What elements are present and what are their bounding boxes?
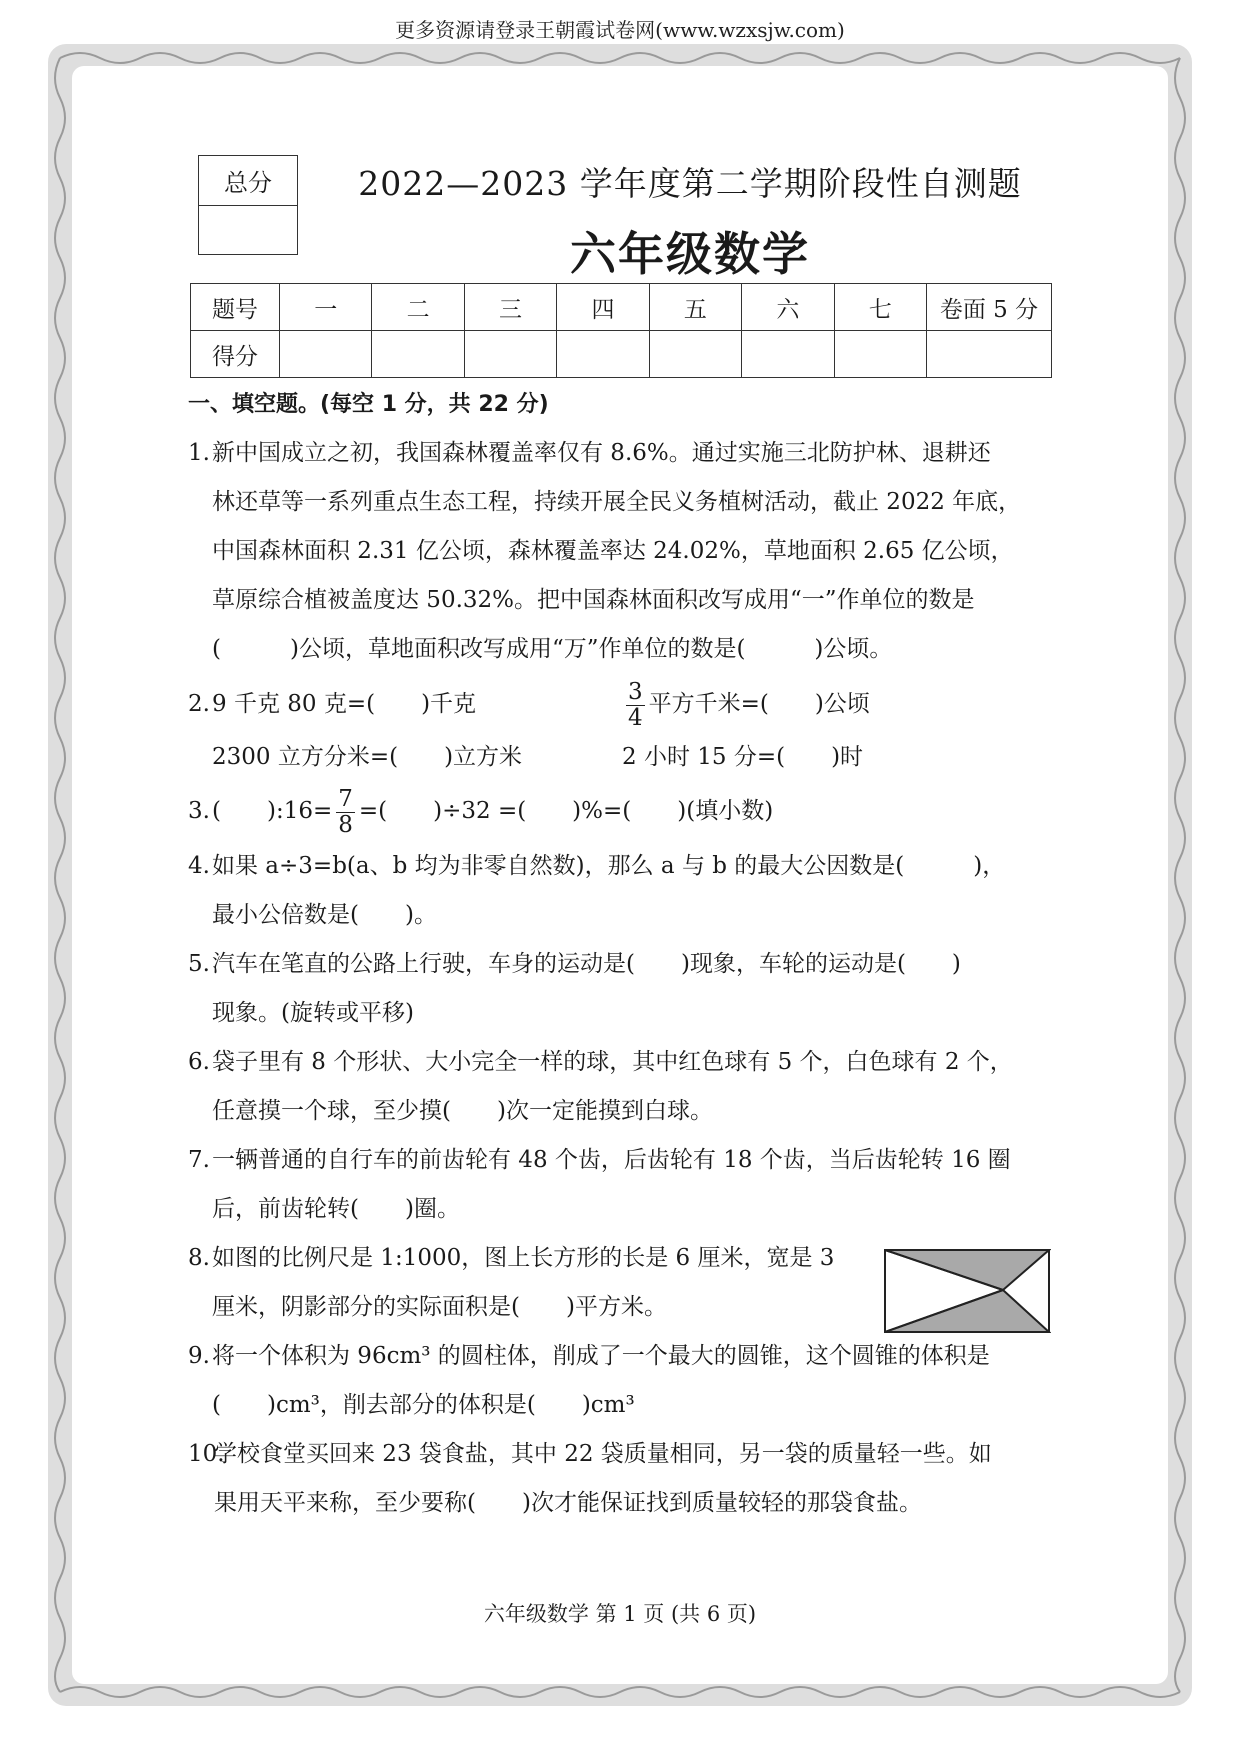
header-cell: 四 xyxy=(557,284,649,331)
question-text: 林还草等一系列重点生态工程，持续开展全民义务植树活动，截止 2022 年底， xyxy=(212,489,1022,515)
question-text: ( )公顷，草地面积改写成用“万”作单位的数是( )公顷。 xyxy=(212,636,893,662)
question-text: 新中国成立之初，我国森林覆盖率仅有 8.6%。通过实施三北防护林、退耕还 xyxy=(212,440,991,466)
score-table-score-row xyxy=(191,331,1052,378)
header-cell: 一 xyxy=(280,284,372,331)
question-text: 果用天平来称，至少要称( )次才能保证找到质量较轻的那袋食盐。 xyxy=(214,1490,922,1516)
question-text: 草原综合植被盖度达 50.32%。把中国森林面积改写成用“一”作单位的数是 xyxy=(212,587,975,613)
shaded-rectangle-figure xyxy=(883,1248,1051,1334)
score-cell[interactable] xyxy=(649,331,741,378)
question-text: 如果 a÷3=b(a、b 均为非零自然数)，那么 a 与 b 的最大公因数是( )， xyxy=(212,853,1006,879)
question-text: 任意摸一个球，至少摸( )次一定能摸到白球。 xyxy=(212,1098,713,1124)
question-number: 8. xyxy=(188,1245,210,1271)
header-cell: 二 xyxy=(372,284,464,331)
question-text: 现象。(旋转或平移) xyxy=(212,1000,414,1026)
fraction-seven-eighths: $\frac{7}{8}$ xyxy=(338,786,353,838)
exam-title: 2022—2023 学年度第二学期阶段性自测题 xyxy=(358,164,1022,203)
question-text: ( )cm³，削去部分的体积是( )cm³ xyxy=(212,1392,635,1418)
q3-rest: =( )÷32 =( )%=( )(填小数) xyxy=(358,798,774,824)
question-text: 最小公倍数是( )。 xyxy=(212,902,437,928)
total-score-label: 总分 xyxy=(199,156,297,206)
question-number: 7. xyxy=(188,1147,210,1173)
page-footer: 六年级数学 第 1 页 (共 6 页) xyxy=(483,1602,757,1626)
header-cell: 三 xyxy=(464,284,556,331)
question-10 xyxy=(188,1430,1054,1528)
q3-ratio: ( ):16= xyxy=(212,798,333,824)
score-cell[interactable] xyxy=(464,331,556,378)
question-3 xyxy=(188,780,1054,842)
question-6 xyxy=(188,1038,1054,1136)
score-table xyxy=(190,283,1052,378)
question-text: 袋子里有 8 个形状、大小完全一样的球，其中红色球有 5 个，白色球有 2 个， xyxy=(212,1049,1013,1075)
question-text: 后，前齿轮转( )圈。 xyxy=(212,1196,460,1222)
question-number: 9. xyxy=(188,1343,210,1369)
question-9 xyxy=(188,1332,1054,1430)
header-cell: 题号 xyxy=(191,284,280,331)
question-7 xyxy=(188,1136,1054,1234)
question-text: 汽车在笔直的公路上行驶，车身的运动是( )现象，车轮的运动是( ) xyxy=(212,951,961,977)
fraction-three-quarters: $\frac{3}{4}$ xyxy=(628,679,643,731)
question-text: 中国森林面积 2.31 亿公顷，森林覆盖率达 24.02%，草地面积 2.65 亿公顷， xyxy=(212,538,1014,564)
q2-part-a: 9 千克 80 克=( )千克 xyxy=(212,691,477,717)
q2-part-d: 2 小时 15 分=( )时 xyxy=(622,744,864,770)
header-cell: 六 xyxy=(742,284,834,331)
score-row-label: 得分 xyxy=(191,331,280,378)
header-cell: 五 xyxy=(649,284,741,331)
score-cell[interactable] xyxy=(927,331,1052,378)
q2-part-b: 平方千米=( )公顷 xyxy=(648,691,870,717)
score-cell[interactable] xyxy=(557,331,649,378)
header-cell: 卷面 5 分 xyxy=(927,284,1052,331)
score-table-header-row xyxy=(191,284,1052,331)
question-number: 6. xyxy=(188,1049,210,1075)
total-score-field[interactable] xyxy=(199,206,297,255)
question-number: 3. xyxy=(188,798,210,824)
question-text: 如图的比例尺是 1:1000，图上长方形的长是 6 厘米，宽是 3 xyxy=(212,1245,835,1271)
question-text: 学校食堂买回来 23 袋食盐，其中 22 袋质量相同，另一袋的质量轻一些。如 xyxy=(214,1441,992,1467)
section-heading: 一、填空题。(每空 1 分，共 22 分) xyxy=(188,392,549,417)
question-number: 5. xyxy=(188,951,210,977)
header-cell: 七 xyxy=(834,284,926,331)
total-score-box xyxy=(198,155,298,255)
question-5 xyxy=(188,940,1054,1038)
question-text: 一辆普通的自行车的前齿轮有 48 个齿，后齿轮有 18 个齿，当后齿轮转 16 圈 xyxy=(212,1147,1011,1173)
q2-part-c: 2300 立方分米=( )立方米 xyxy=(212,744,523,770)
score-cell[interactable] xyxy=(372,331,464,378)
score-cell[interactable] xyxy=(742,331,834,378)
question-number: 4. xyxy=(188,853,210,879)
score-cell[interactable] xyxy=(834,331,926,378)
question-number: 2. xyxy=(188,691,210,717)
question-4 xyxy=(188,842,1054,940)
question-text: 厘米，阴影部分的实际面积是( )平方米。 xyxy=(212,1294,667,1320)
question-1 xyxy=(188,429,1054,674)
question-2 xyxy=(188,674,1054,780)
question-number: 1. xyxy=(188,440,210,466)
question-text: 将一个体积为 96cm³ 的圆柱体，削成了一个最大的圆锥，这个圆锥的体积是 xyxy=(212,1343,990,1369)
site-banner: 更多资源请登录王朝霞试卷网(www.wzxsjw.com) xyxy=(395,18,845,42)
question-number: 10. xyxy=(188,1441,225,1467)
score-cell[interactable] xyxy=(280,331,372,378)
exam-subject: 六年级数学 xyxy=(570,227,810,281)
question-list xyxy=(188,380,1054,1528)
